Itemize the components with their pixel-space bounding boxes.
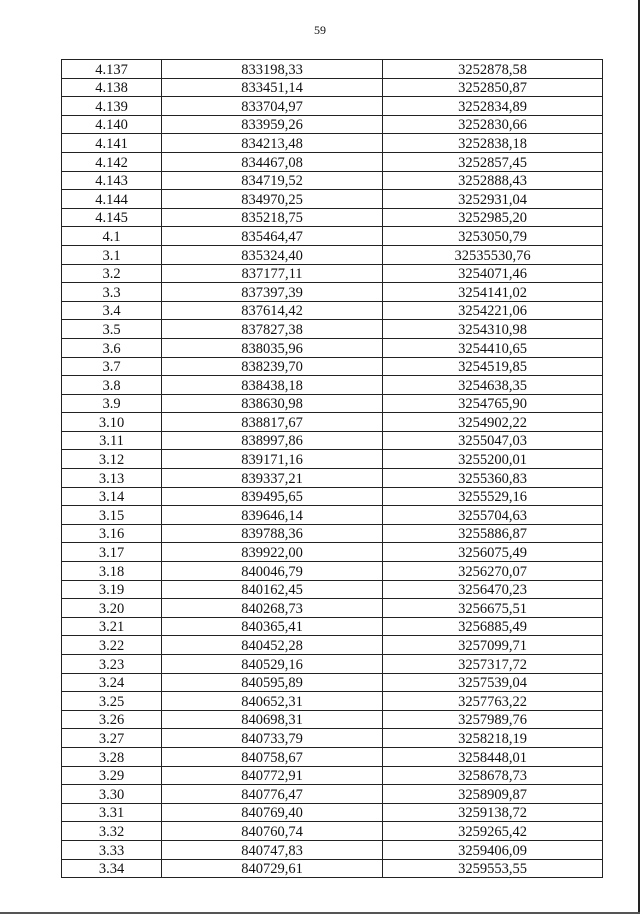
point-number-cell: 3.5: [62, 320, 162, 339]
y-coordinate-cell: 3254638,35: [383, 376, 603, 395]
coordinates-table-body: [62, 60, 603, 878]
x-coordinate-cell: 838438,18: [162, 376, 383, 395]
table-row: [62, 245, 603, 264]
x-coordinate-cell: 840772,91: [162, 766, 383, 785]
y-coordinate-cell: 3252850,87: [383, 78, 603, 97]
point-number-cell: 3.32: [62, 822, 162, 841]
point-number-cell: 4.138: [62, 78, 162, 97]
x-coordinate-cell: 838239,70: [162, 357, 383, 376]
point-number-cell: 3.12: [62, 450, 162, 469]
y-coordinate-cell: 3257989,76: [383, 710, 603, 729]
x-coordinate-cell: 837397,39: [162, 283, 383, 302]
x-coordinate-cell: 840776,47: [162, 785, 383, 804]
table-row: [62, 152, 603, 171]
x-coordinate-cell: 840747,83: [162, 840, 383, 859]
x-coordinate-cell: 839922,00: [162, 543, 383, 562]
y-coordinate-cell: 3254141,02: [383, 283, 603, 302]
y-coordinate-cell: 3259406,09: [383, 840, 603, 859]
x-coordinate-cell: 839646,14: [162, 506, 383, 525]
y-coordinate-cell: 3258909,87: [383, 785, 603, 804]
table-row: [62, 822, 603, 841]
table-row: [62, 617, 603, 636]
table-row: [62, 450, 603, 469]
x-coordinate-cell: 834970,25: [162, 190, 383, 209]
y-coordinate-cell: 32535530,76: [383, 245, 603, 264]
x-coordinate-cell: 835324,40: [162, 245, 383, 264]
y-coordinate-cell: 3252838,18: [383, 134, 603, 153]
y-coordinate-cell: 3259553,55: [383, 859, 603, 878]
point-number-cell: 4.140: [62, 115, 162, 134]
point-number-cell: 4.1: [62, 227, 162, 246]
x-coordinate-cell: 834467,08: [162, 152, 383, 171]
point-number-cell: 3.14: [62, 487, 162, 506]
table-row: [62, 78, 603, 97]
point-number-cell: 3.6: [62, 338, 162, 357]
point-number-cell: 3.25: [62, 692, 162, 711]
point-number-cell: 3.1: [62, 245, 162, 264]
y-coordinate-cell: 3253050,79: [383, 227, 603, 246]
table-row: [62, 562, 603, 581]
y-coordinate-cell: 3256075,49: [383, 543, 603, 562]
y-coordinate-cell: 3257763,22: [383, 692, 603, 711]
point-number-cell: 3.3: [62, 283, 162, 302]
table-row: [62, 599, 603, 618]
table-row: [62, 785, 603, 804]
table-row: [62, 115, 603, 134]
point-number-cell: 3.2: [62, 264, 162, 283]
x-coordinate-cell: 838997,86: [162, 431, 383, 450]
y-coordinate-cell: 3258448,01: [383, 747, 603, 766]
point-number-cell: 3.34: [62, 859, 162, 878]
x-coordinate-cell: 834213,48: [162, 134, 383, 153]
point-number-cell: 3.10: [62, 413, 162, 432]
table-row: [62, 301, 603, 320]
x-coordinate-cell: 839788,36: [162, 524, 383, 543]
y-coordinate-cell: 3257099,71: [383, 636, 603, 655]
x-coordinate-cell: 840162,45: [162, 580, 383, 599]
point-number-cell: 3.19: [62, 580, 162, 599]
y-coordinate-cell: 3252878,58: [383, 60, 603, 79]
point-number-cell: 4.145: [62, 208, 162, 227]
x-coordinate-cell: 840733,79: [162, 729, 383, 748]
table-row: [62, 171, 603, 190]
y-coordinate-cell: 3254902,22: [383, 413, 603, 432]
x-coordinate-cell: 840595,89: [162, 673, 383, 692]
y-coordinate-cell: 3252985,20: [383, 208, 603, 227]
table-row: [62, 97, 603, 116]
table-row: [62, 60, 603, 79]
x-coordinate-cell: 837614,42: [162, 301, 383, 320]
x-coordinate-cell: 840769,40: [162, 803, 383, 822]
point-number-cell: 4.137: [62, 60, 162, 79]
point-number-cell: 3.13: [62, 469, 162, 488]
x-coordinate-cell: 838035,96: [162, 338, 383, 357]
y-coordinate-cell: 3254765,90: [383, 394, 603, 413]
y-coordinate-cell: 3256270,07: [383, 562, 603, 581]
point-number-cell: 3.15: [62, 506, 162, 525]
point-number-cell: 3.18: [62, 562, 162, 581]
x-coordinate-cell: 837177,11: [162, 264, 383, 283]
y-coordinate-cell: 3252888,43: [383, 171, 603, 190]
point-number-cell: 3.20: [62, 599, 162, 618]
table-row: [62, 710, 603, 729]
point-number-cell: 4.143: [62, 171, 162, 190]
x-coordinate-cell: 839337,21: [162, 469, 383, 488]
point-number-cell: 4.144: [62, 190, 162, 209]
x-coordinate-cell: 833959,26: [162, 115, 383, 134]
table-row: [62, 431, 603, 450]
x-coordinate-cell: 837827,38: [162, 320, 383, 339]
point-number-cell: 3.4: [62, 301, 162, 320]
point-number-cell: 3.26: [62, 710, 162, 729]
table-row: [62, 673, 603, 692]
point-number-cell: 3.24: [62, 673, 162, 692]
y-coordinate-cell: 3258678,73: [383, 766, 603, 785]
x-coordinate-cell: 840760,74: [162, 822, 383, 841]
table-row: [62, 729, 603, 748]
y-coordinate-cell: 3252830,66: [383, 115, 603, 134]
table-row: [62, 524, 603, 543]
y-coordinate-cell: 3258218,19: [383, 729, 603, 748]
table-row: [62, 506, 603, 525]
y-coordinate-cell: 3254519,85: [383, 357, 603, 376]
point-number-cell: 3.28: [62, 747, 162, 766]
y-coordinate-cell: 3256885,49: [383, 617, 603, 636]
x-coordinate-cell: 835464,47: [162, 227, 383, 246]
table-row: [62, 320, 603, 339]
x-coordinate-cell: 833198,33: [162, 60, 383, 79]
y-coordinate-cell: 3259265,42: [383, 822, 603, 841]
x-coordinate-cell: 840729,61: [162, 859, 383, 878]
x-coordinate-cell: 840268,73: [162, 599, 383, 618]
table-row: [62, 413, 603, 432]
table-row: [62, 543, 603, 562]
y-coordinate-cell: 3255360,83: [383, 469, 603, 488]
x-coordinate-cell: 840652,31: [162, 692, 383, 711]
y-coordinate-cell: 3254071,46: [383, 264, 603, 283]
coordinates-table: [61, 59, 603, 878]
table-row: [62, 376, 603, 395]
x-coordinate-cell: 840698,31: [162, 710, 383, 729]
point-number-cell: 4.141: [62, 134, 162, 153]
y-coordinate-cell: 3252931,04: [383, 190, 603, 209]
x-coordinate-cell: 833704,97: [162, 97, 383, 116]
x-coordinate-cell: 840452,28: [162, 636, 383, 655]
point-number-cell: 3.11: [62, 431, 162, 450]
x-coordinate-cell: 839495,65: [162, 487, 383, 506]
y-coordinate-cell: 3252834,89: [383, 97, 603, 116]
table-row: [62, 803, 603, 822]
point-number-cell: 3.29: [62, 766, 162, 785]
point-number-cell: 3.21: [62, 617, 162, 636]
y-coordinate-cell: 3257317,72: [383, 655, 603, 674]
point-number-cell: 3.16: [62, 524, 162, 543]
y-coordinate-cell: 3252857,45: [383, 152, 603, 171]
y-coordinate-cell: 3254221,06: [383, 301, 603, 320]
table-row: [62, 766, 603, 785]
table-row: [62, 580, 603, 599]
table-row: [62, 692, 603, 711]
point-number-cell: 3.8: [62, 376, 162, 395]
table-row: [62, 636, 603, 655]
table-row: [62, 394, 603, 413]
y-coordinate-cell: 3255047,03: [383, 431, 603, 450]
point-number-cell: 3.7: [62, 357, 162, 376]
x-coordinate-cell: 840046,79: [162, 562, 383, 581]
table-row: [62, 190, 603, 209]
point-number-cell: 3.23: [62, 655, 162, 674]
y-coordinate-cell: 3255529,16: [383, 487, 603, 506]
table-row: [62, 840, 603, 859]
table-row: [62, 264, 603, 283]
x-coordinate-cell: 840365,41: [162, 617, 383, 636]
point-number-cell: 3.30: [62, 785, 162, 804]
point-number-cell: 4.139: [62, 97, 162, 116]
point-number-cell: 3.33: [62, 840, 162, 859]
point-number-cell: 3.22: [62, 636, 162, 655]
table-row: [62, 747, 603, 766]
x-coordinate-cell: 835218,75: [162, 208, 383, 227]
x-coordinate-cell: 838630,98: [162, 394, 383, 413]
table-row: [62, 655, 603, 674]
table-row: [62, 487, 603, 506]
y-coordinate-cell: 3254310,98: [383, 320, 603, 339]
table-row: [62, 469, 603, 488]
y-coordinate-cell: 3256470,23: [383, 580, 603, 599]
table-row: [62, 338, 603, 357]
point-number-cell: 4.142: [62, 152, 162, 171]
y-coordinate-cell: 3256675,51: [383, 599, 603, 618]
point-number-cell: 3.17: [62, 543, 162, 562]
y-coordinate-cell: 3257539,04: [383, 673, 603, 692]
table-row: [62, 208, 603, 227]
point-number-cell: 3.31: [62, 803, 162, 822]
x-coordinate-cell: 839171,16: [162, 450, 383, 469]
point-number-cell: 3.27: [62, 729, 162, 748]
x-coordinate-cell: 833451,14: [162, 78, 383, 97]
table-row: [62, 134, 603, 153]
x-coordinate-cell: 840529,16: [162, 655, 383, 674]
x-coordinate-cell: 834719,52: [162, 171, 383, 190]
y-coordinate-cell: 3255886,87: [383, 524, 603, 543]
x-coordinate-cell: 840758,67: [162, 747, 383, 766]
y-coordinate-cell: 3254410,65: [383, 338, 603, 357]
y-coordinate-cell: 3255200,01: [383, 450, 603, 469]
table-row: [62, 227, 603, 246]
table-row: [62, 283, 603, 302]
x-coordinate-cell: 838817,67: [162, 413, 383, 432]
point-number-cell: 3.9: [62, 394, 162, 413]
table-row: [62, 357, 603, 376]
table-row: [62, 859, 603, 878]
y-coordinate-cell: 3259138,72: [383, 803, 603, 822]
y-coordinate-cell: 3255704,63: [383, 506, 603, 525]
page-number: 59: [314, 23, 326, 37]
